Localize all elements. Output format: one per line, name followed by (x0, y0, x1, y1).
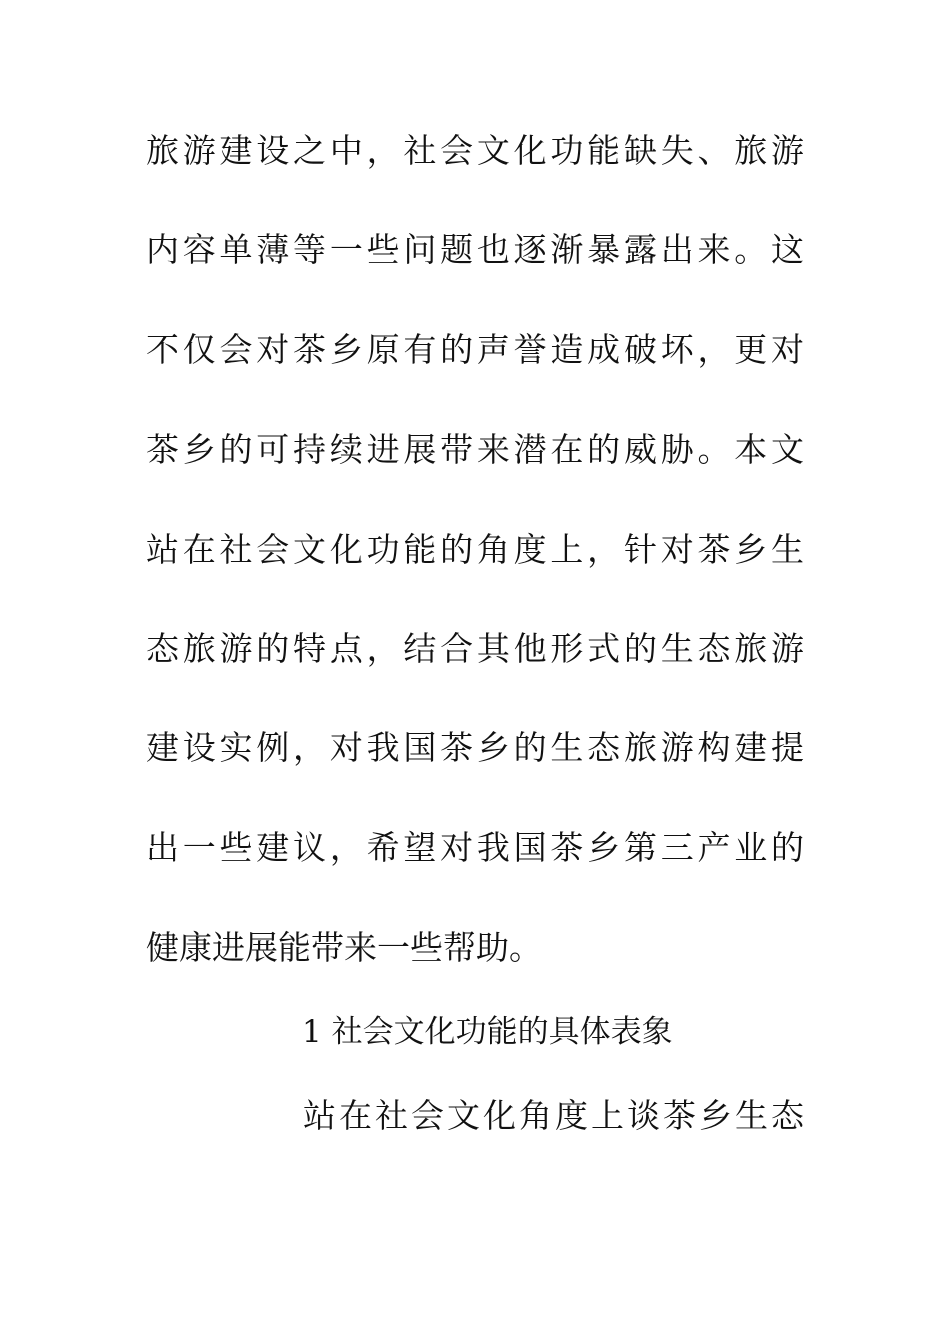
paragraph-line-2: 内容单薄等一些问题也逐渐暴露出来。这 (146, 230, 804, 269)
paragraph-line-5: 站在社会文化功能的角度上，针对茶乡生 (146, 530, 804, 569)
paragraph-line-1: 旅游建设之中，社会文化功能缺失、旅游 (146, 131, 804, 170)
paragraph-line-6: 态旅游的特点，结合其他形式的生态旅游 (146, 629, 804, 668)
paragraph-line-3: 不仅会对茶乡原有的声誉造成破坏，更对 (146, 330, 804, 369)
section-heading: 1 社会文化功能的具体表象 (302, 1014, 673, 1050)
paragraph-line-7: 建设实例，对我国茶乡的生态旅游构建提 (146, 728, 804, 767)
paragraph-line-8: 出一些建议，希望对我国茶乡第三产业的 (146, 828, 804, 867)
paragraph-line-4: 茶乡的可持续进展带来潜在的威胁。本文 (146, 430, 804, 469)
next-paragraph-line-1: 站在社会文化角度上谈茶乡生态 (303, 1096, 804, 1135)
paragraph-line-9: 健康进展能带来一些帮助。 (146, 928, 542, 967)
